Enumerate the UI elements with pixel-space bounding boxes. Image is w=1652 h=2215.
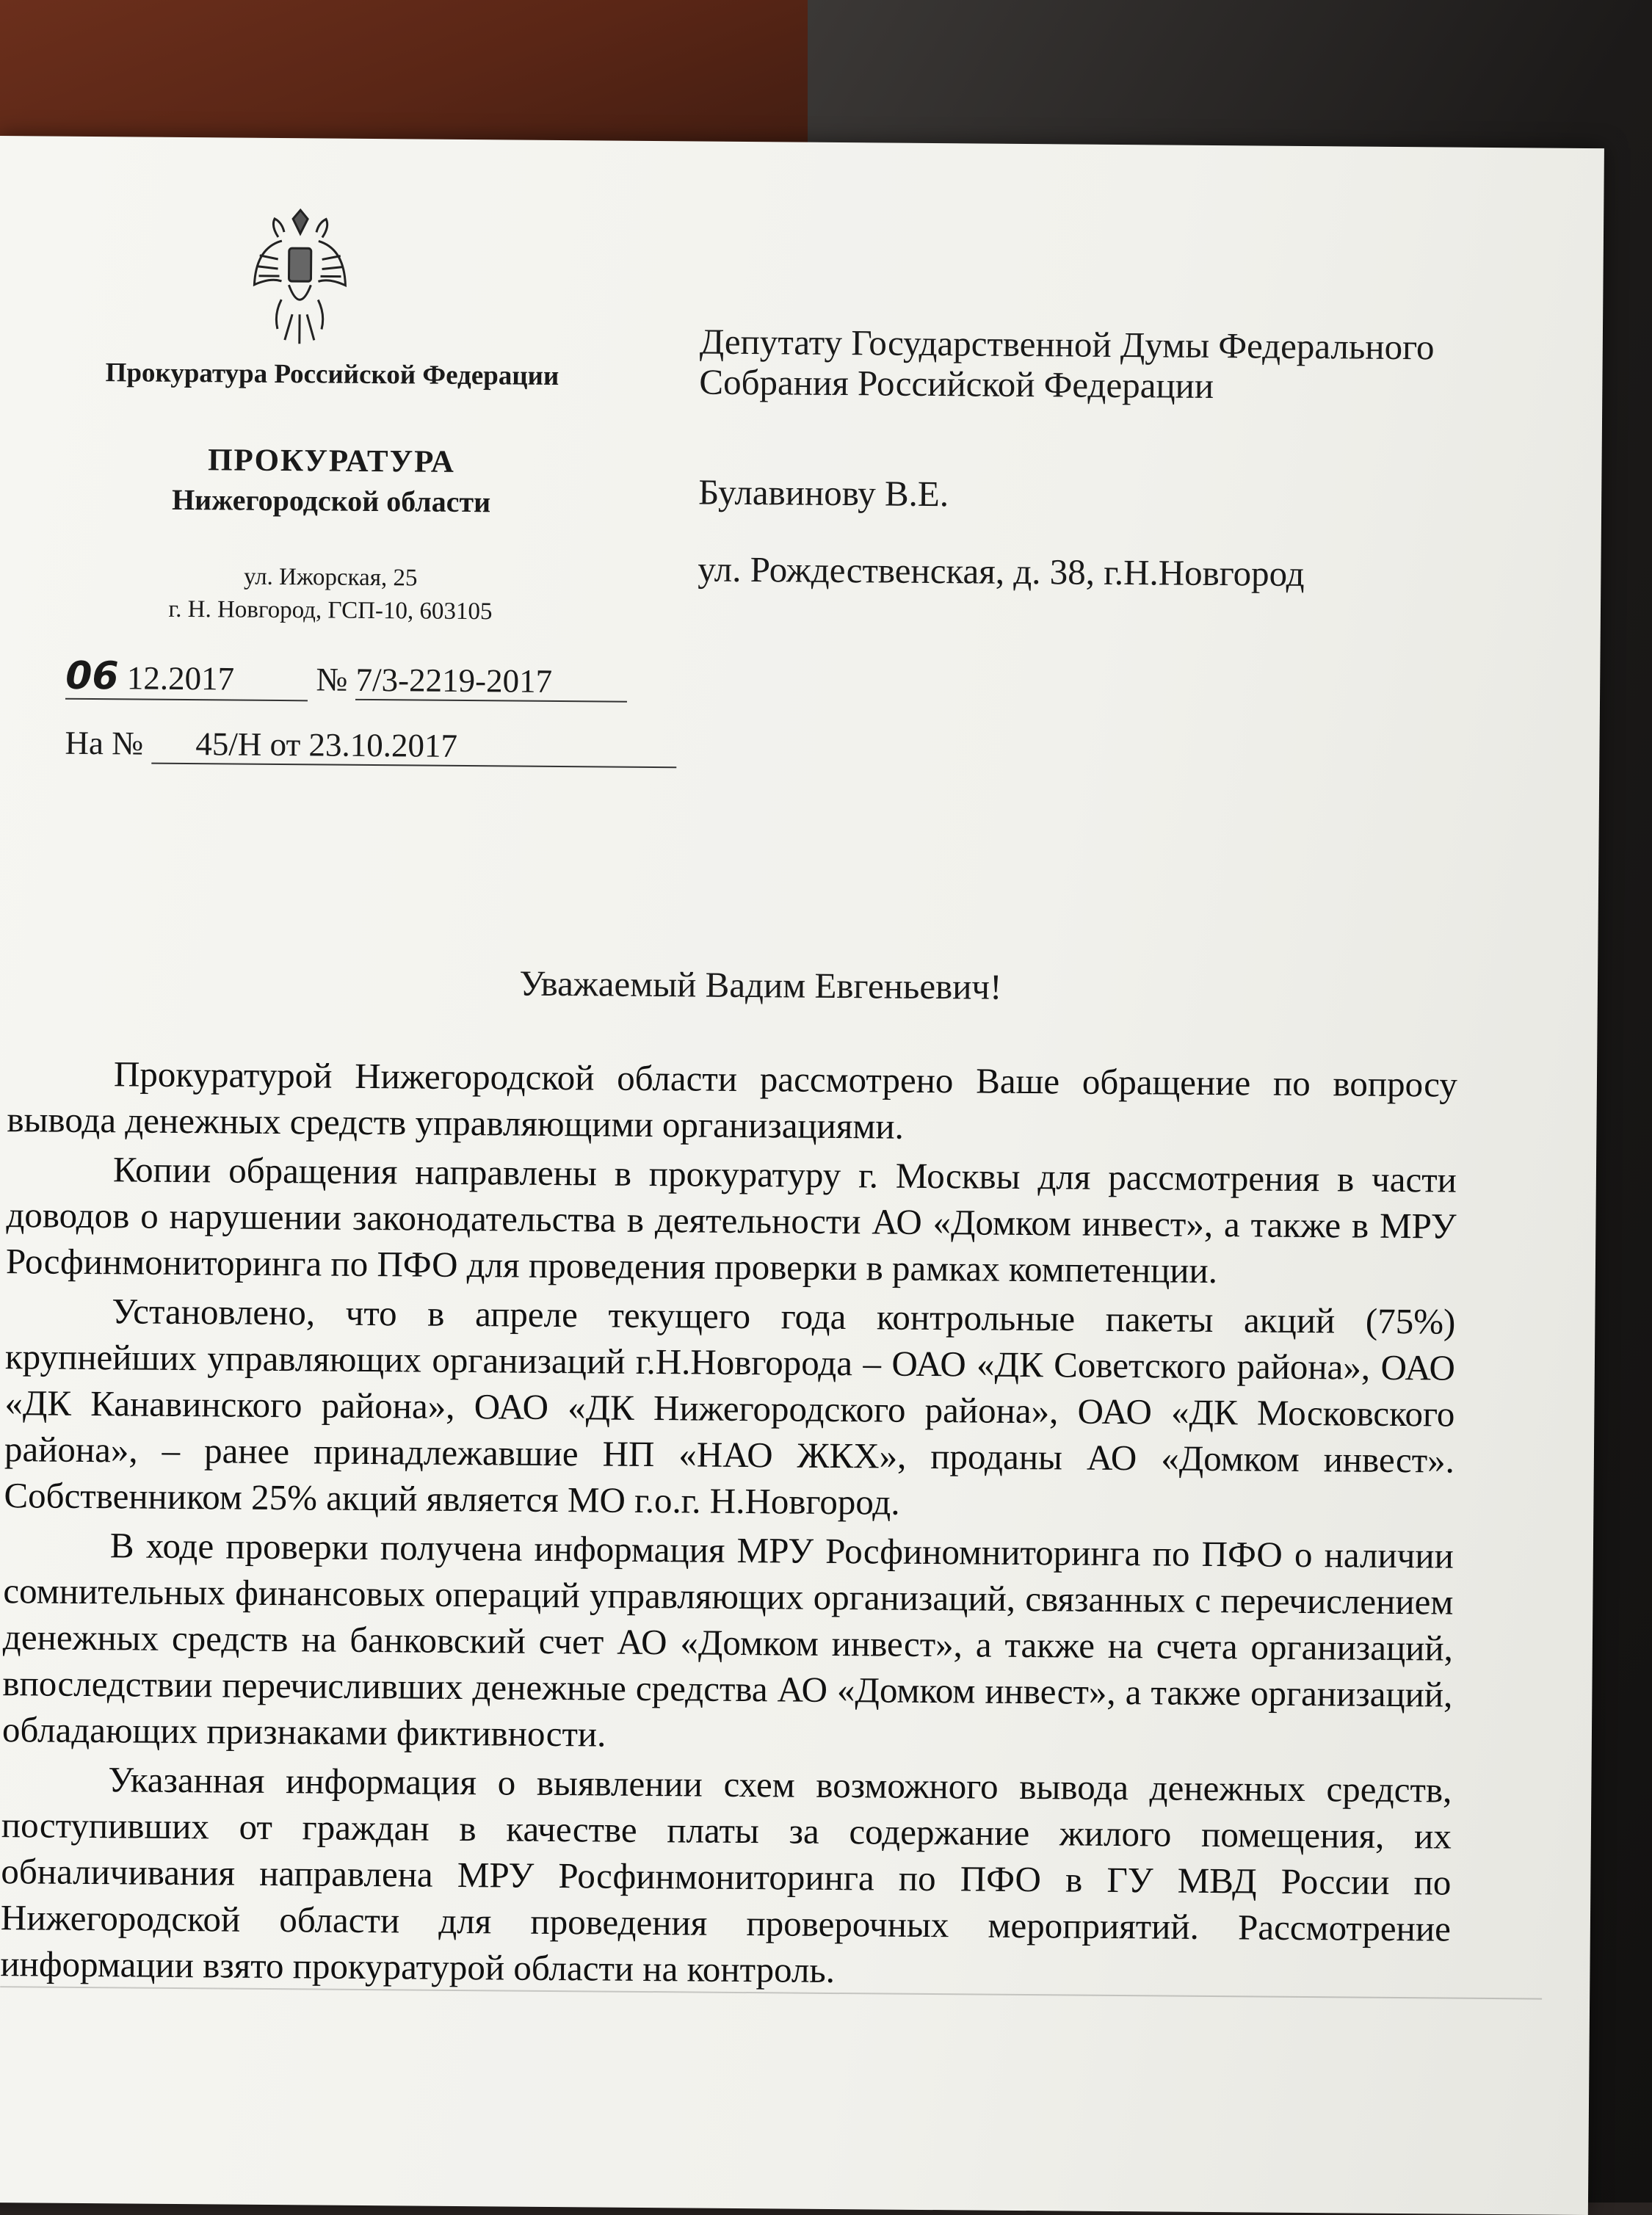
letter-body bbox=[0, 1050, 1457, 2001]
number-label: № bbox=[316, 661, 348, 698]
paragraph: Копии обращения направлены в прокуратуру г. Москвы для рассмотрения в части доводов о нарушении законодательства в деятельности АО «Домком инвест», а также в МРУ Росфинмониторинга по ПФО для проведения проверки в рамках компетенции. bbox=[5, 1149, 1457, 1291]
greeting: Уважаемый Вадим Евгеньевич! bbox=[519, 963, 1002, 1007]
paragraph: Прокуратурой Нижегородской области рассмотрено Ваше обращение по вопросу вывода денежных средств управляющими организациями. bbox=[7, 1054, 1458, 1147]
org-title: ПРОКУРАТУРА bbox=[207, 443, 456, 479]
paragraph: В ходе проверки получена информация МРУ Росфиномниторинга по ПФО о наличии сомнительных финансовых операций управляющих организаций, связанных с перечислением денежных средств на банковский счет АО «Домком инвест», а также на счета организаций, впоследствии перечисливших денежные средства АО «Домком инвест», а также организаций, обладающих признаками фиктивности. bbox=[1, 1525, 1454, 1755]
handwritten-day: 06 bbox=[65, 653, 119, 699]
org-address-city: г. Н. Новгород, ГСП-10, 603105 bbox=[168, 595, 493, 626]
org-address-street: ул. Ижорская, 25 bbox=[243, 563, 418, 592]
addressee-address: ул. Рождественская, д. 38, г.Н.Новгород bbox=[698, 548, 1305, 594]
paragraph: Указанная информация о выявлении схем возможного вывода денежных средств, поступивших от граждан в качестве платы за содержание жилого помещения, их обналичивания направлена МРУ Росфинмониторинга по ПФО в ГУ МВД России по Нижегородской области для проведения проверочных мероприятий. Рассмотрение информации взято прокуратурой области на контроль. bbox=[0, 1759, 1452, 1991]
reply-label: На № bbox=[65, 724, 144, 762]
org-region: Нижегородской области bbox=[171, 482, 491, 519]
letter-page bbox=[0, 136, 1604, 2215]
outgoing-reference bbox=[65, 654, 628, 704]
addressee-name: Булавинову В.Е. bbox=[698, 471, 949, 515]
org-name: Прокуратура Российской Федерации bbox=[105, 358, 559, 391]
reply-reference bbox=[65, 724, 676, 769]
paragraph: Установлено, что в апреле текущего года контрольные пакеты акций (75%) крупнейших управляющих организаций г.Н.Новгорода – ОАО «ДК Советского района», ОАО «ДК Канавинского района», ОАО «ДК Нижегородского района», ОАО «ДК Московского района», – ранее принадлежавшие НП «НАО ЖКХ», проданы АО «Домком инвест». Собственником 25% акций является МО г.о.г. Н.Новгород. bbox=[4, 1291, 1456, 1523]
date-month-year: 12.2017 bbox=[126, 659, 235, 697]
double-headed-eagle-icon bbox=[248, 204, 352, 352]
outgoing-number: 7/3-2219-2017 bbox=[355, 661, 627, 703]
reply-value: 45/Н от 23.10.2017 bbox=[151, 725, 676, 769]
addressee-position: Депутату Государственной Думы Федерального Собрания Российской Федерации bbox=[699, 321, 1435, 406]
